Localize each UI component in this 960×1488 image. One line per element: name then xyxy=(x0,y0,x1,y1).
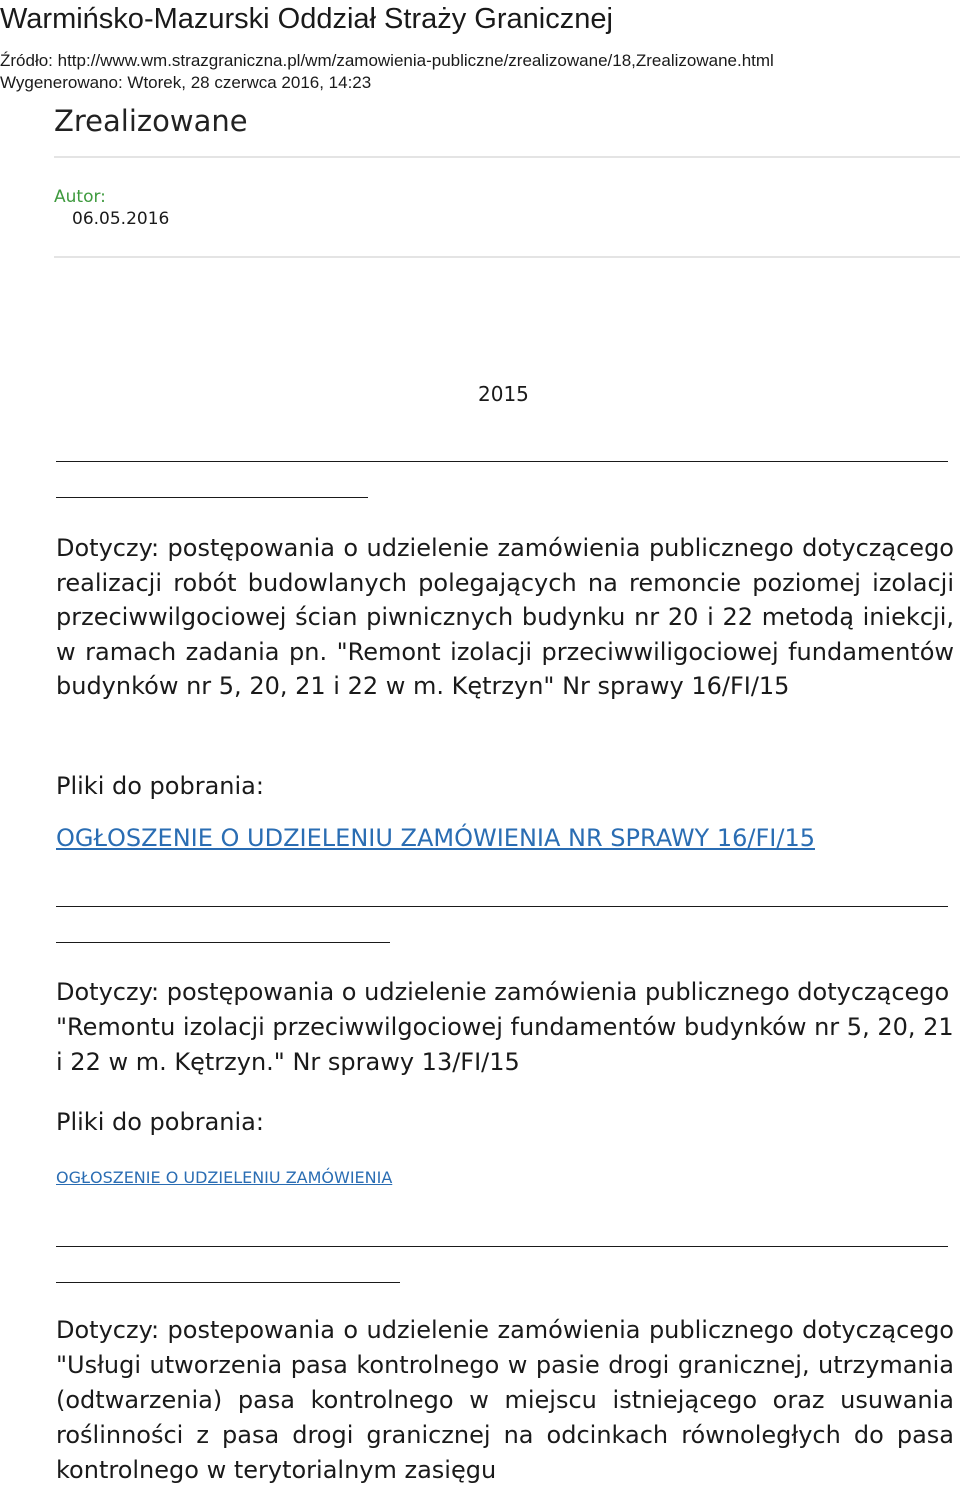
author-label: Autor: xyxy=(54,187,106,207)
meta-divider xyxy=(54,256,960,258)
page-title: Zrealizowane xyxy=(54,104,248,138)
files-label: Pliki do pobrania: xyxy=(56,772,264,800)
entry-description: Dotyczy: postepowania o udzielenie zamówienia publicznego dotyczącego "Usługi utworzenia pasa kontrolnego w pasie drogi granicznej, utrzymania (odtwarzenia) pasa kontrolnego w miejscu istniejącego oraz usuwania roślinności z pasa drogi granicznej na odcinkach równoległych do pasa kontrolnego w terytorialnym zasięgu xyxy=(56,1316,954,1484)
year-heading: 2015 xyxy=(478,382,529,406)
separator-line xyxy=(56,906,948,907)
entry-description: Dotyczy: postępowania o udzielenie zamówienia publicznego dotyczącego "Remontu izolacji przeciwwilgociowej fundamentów budynków nr 5, 20, 21 i 22 w m. Kętrzyn." Nr sprawy 13/FI/15 xyxy=(56,978,954,1076)
download-link-13-fi-15[interactable]: OGŁOSZENIE O UDZIELENIU ZAMÓWIENIA xyxy=(56,1168,393,1187)
files-label: Pliki do pobrania: xyxy=(56,1108,264,1136)
title-divider xyxy=(54,156,960,158)
entry-description: Dotyczy: postępowania o udzielenie zamówienia publicznego dotyczącego realizacji robót budowlanych polegających na remoncie poziomej izolacji przeciwwilgociowej ścian piwnicznych budynku nr 20 i 22 metodą iniekcji, w ramach zadania pn. "Remont izolacji przeciwwiligociowej fundamentów budynków nr 5, 20, 21 i 22 w m. Kętrzyn" Nr sprawy 16/FI/15 xyxy=(56,534,954,701)
download-link-16-fi-15[interactable]: OGŁOSZENIE O UDZIELENIU ZAMÓWIENIA NR SPRAWY 16/FI/15 xyxy=(56,824,815,852)
separator-line-short xyxy=(56,497,368,498)
source-url-line: Źródło: http://www.wm.strazgraniczna.pl/wm/zamowienia-publiczne/zrealizowane/18,Zrealizowane.html xyxy=(0,51,774,70)
separator-line-short xyxy=(56,942,390,943)
separator-line-short xyxy=(56,1282,400,1283)
publish-date: 06.05.2016 xyxy=(72,209,170,229)
site-title: Warmińsko-Mazurski Oddział Straży Granicznej xyxy=(0,3,613,35)
separator-line xyxy=(56,461,948,462)
generated-date-line: Wygenerowano: Wtorek, 28 czerwca 2016, 14:23 xyxy=(0,73,372,92)
separator-line xyxy=(56,1246,948,1247)
